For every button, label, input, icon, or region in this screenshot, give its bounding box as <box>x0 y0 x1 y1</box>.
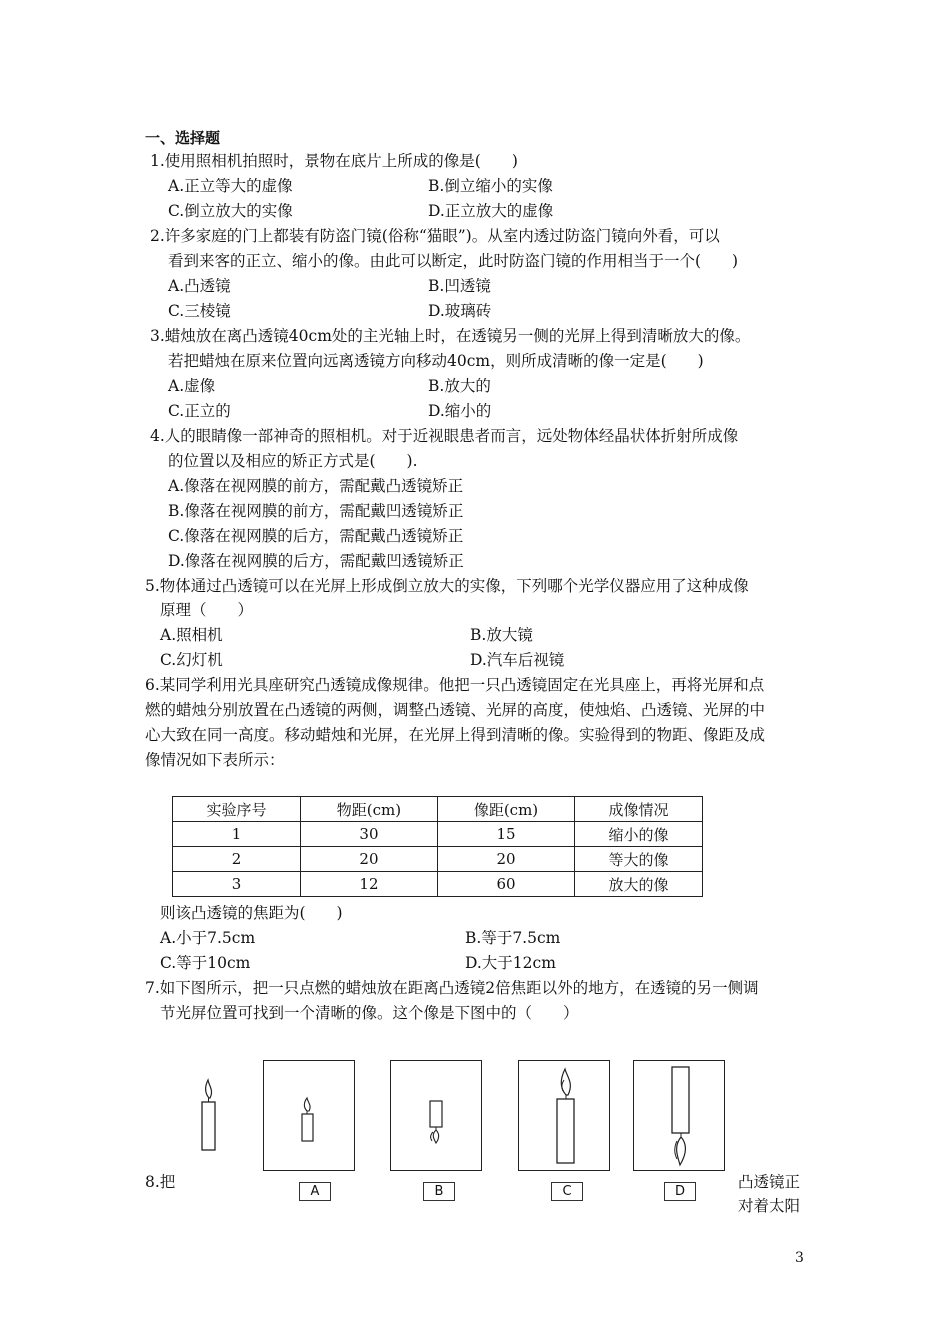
question-6-option-a: A.小于7.5cm <box>160 929 256 947</box>
question-5-stem-line2: 原理（ ） <box>160 601 254 619</box>
large-inverted-candle-icon <box>668 1065 694 1169</box>
question-6-option-c: C.等于10cm <box>160 954 251 972</box>
table-cell: 3 <box>173 872 301 897</box>
table-row <box>173 872 703 897</box>
table-cell: 60 <box>437 872 574 897</box>
candle-body-icon <box>202 1102 215 1150</box>
table-header-cell: 成像情况 <box>575 797 703 822</box>
question-6-option-d: D.大于12cm <box>465 954 556 972</box>
question-3-option-c: C.正立的 <box>168 402 231 420</box>
question-7-stem-line1: 7.如下图所示，把一只点燃的蜡烛放在距离凸透镜2倍焦距以外的地方，在透镜的另一侧调 <box>145 979 759 997</box>
table-header-cell: 像距(cm) <box>437 797 574 822</box>
question-2-stem-line1: 2.许多家庭的门上都装有防盗门镜(俗称“猫眼”)。从室内透过防盗门镜向外看，可以 <box>150 227 720 245</box>
candle-flame-icon <box>206 1080 212 1098</box>
question-1-option-b: B.倒立缩小的实像 <box>428 177 553 195</box>
question-8-right-line2: 对着太阳 <box>738 1197 801 1215</box>
table-header-cell: 实验序号 <box>173 797 301 822</box>
table-cell: 15 <box>437 822 574 847</box>
option-d-image-box <box>633 1060 725 1171</box>
table-header-cell: 物距(cm) <box>300 797 437 822</box>
question-2-option-a: A.凸透镜 <box>168 277 231 295</box>
question-1-option-d: D.正立放大的虚像 <box>428 202 554 220</box>
question-5-stem-line1: 5.物体通过凸透镜可以在光屏上形成倒立放大的实像，下列哪个光学仪器应用了这种成像 <box>145 577 749 595</box>
option-b-label: B <box>423 1182 455 1201</box>
question-3-stem-line2: 若把蜡烛在原来位置向远离透镜方向移动40cm，则所成清晰的像一定是( ) <box>168 352 704 370</box>
question-1-option-a: A.正立等大的虚像 <box>168 177 293 195</box>
question-4-option-c: C.像落在视网膜的后方，需配戴凸透镜矫正 <box>168 527 464 545</box>
question-8-right-line1: 凸透镜正 <box>738 1173 801 1191</box>
experiment-table <box>172 796 703 897</box>
question-1-option-c: C.倒立放大的实像 <box>168 202 293 220</box>
question-3-stem-line1: 3.蜡烛放在离凸透镜40cm处的主光轴上时，在透镜另一侧的光屏上得到清晰放大的像。 <box>150 327 751 345</box>
option-a-label: A <box>299 1182 331 1201</box>
question-2-option-d: D.玻璃砖 <box>428 302 492 320</box>
table-cell: 20 <box>300 847 437 872</box>
table-cell: 放大的像 <box>575 872 703 897</box>
question-5-option-c: C.幻灯机 <box>160 651 223 669</box>
small-upright-candle-icon <box>298 1097 318 1145</box>
table-cell: 1 <box>173 822 301 847</box>
table-cell: 缩小的像 <box>575 822 703 847</box>
question-6-question: 则该凸透镜的焦距为( ) <box>160 904 343 922</box>
table-header-row <box>173 797 703 822</box>
page-number: 3 <box>795 1250 804 1266</box>
question-2-option-c: C.三棱镜 <box>168 302 231 320</box>
question-4-option-b: B.像落在视网膜的前方，需配戴凹透镜矫正 <box>168 502 464 520</box>
section-title: 一、选择题 <box>145 129 221 147</box>
question-6-stem-line1: 6.某同学利用光具座研究凸透镜成像规律。他把一只凸透镜固定在光具座上，再将光屏和点 <box>145 676 765 694</box>
question-6-option-b: B.等于7.5cm <box>465 929 561 947</box>
small-inverted-candle-icon <box>426 1099 448 1147</box>
question-2-option-b: B.凹透镜 <box>428 277 491 295</box>
table-cell: 30 <box>300 822 437 847</box>
option-d-label: D <box>664 1182 696 1201</box>
question-6-stem-line2: 燃的蜡烛分别放置在凸透镜的两侧，调整凸透镜、光屏的高度，使烛焰、凸透镜、光屏的中 <box>145 701 766 719</box>
question-7-stem-line2: 节光屏位置可找到一个清晰的像。这个像是下图中的（ ） <box>160 1004 579 1022</box>
question-4-stem-line2: 的位置以及相应的矫正方式是( ). <box>168 452 418 470</box>
question-8-start: 8.把 <box>145 1173 176 1191</box>
option-a-image-box <box>263 1060 355 1171</box>
option-b-image-box <box>390 1060 482 1171</box>
question-6-stem-line3: 心大致在同一高度。移动蜡烛和光屏，在光屏上得到清晰的像。实验得到的物距、像距及成 <box>145 726 766 744</box>
table-cell: 2 <box>173 847 301 872</box>
question-3-option-d: D.缩小的 <box>428 402 492 420</box>
question-3-option-b: B.放大的 <box>428 377 491 395</box>
question-5-option-d: D.汽车后视镜 <box>470 651 565 669</box>
original-candle-figure <box>195 1078 225 1158</box>
question-2-stem-line2: 看到来客的正立、缩小的像。由此可以断定，此时防盗门镜的作用相当于一个( ) <box>168 252 739 270</box>
table-row <box>173 847 703 872</box>
question-1-stem: 1.使用照相机拍照时，景物在底片上所成的像是( ) <box>150 152 518 170</box>
question-4-stem-line1: 4.人的眼睛像一部神奇的照相机。对于近视眼患者而言，远处物体经晶状体折射所成像 <box>150 427 739 445</box>
table-cell: 12 <box>300 872 437 897</box>
question-6-stem-line4: 像情况如下表所示： <box>145 751 285 769</box>
question-4-option-a: A.像落在视网膜的前方，需配戴凸透镜矫正 <box>168 477 464 495</box>
option-c-label: C <box>551 1182 583 1201</box>
question-5-option-b: B.放大镜 <box>470 626 533 644</box>
question-4-option-d: D.像落在视网膜的后方，需配戴凹透镜矫正 <box>168 552 464 570</box>
large-upright-candle-icon <box>553 1067 579 1167</box>
option-c-image-box <box>518 1060 610 1171</box>
question-3-option-a: A.虚像 <box>168 377 216 395</box>
table-cell: 20 <box>437 847 574 872</box>
question-5-option-a: A.照相机 <box>160 626 223 644</box>
table-cell: 等大的像 <box>575 847 703 872</box>
table-row <box>173 822 703 847</box>
